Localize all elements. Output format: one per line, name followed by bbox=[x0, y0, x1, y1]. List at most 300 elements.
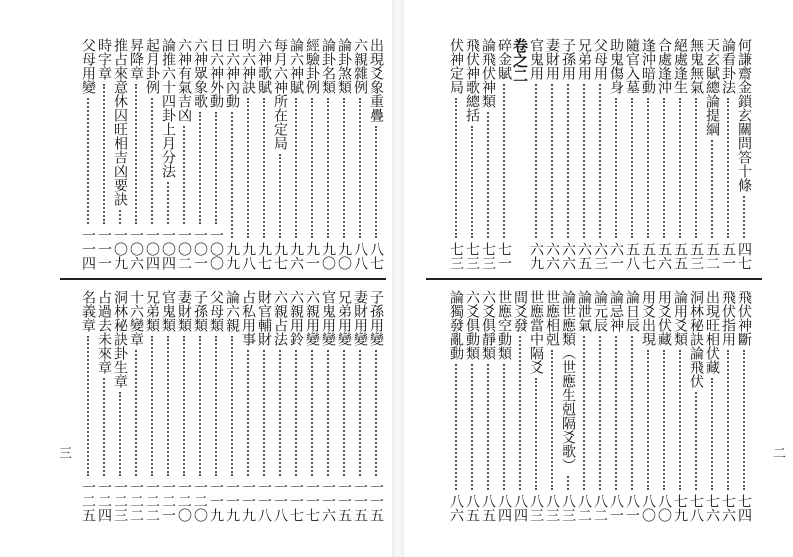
leader-dots bbox=[679, 350, 681, 490]
leader-dots bbox=[615, 336, 617, 490]
leader-dots bbox=[327, 98, 329, 238]
toc-entry-title: 占過去未來章 bbox=[96, 290, 112, 374]
toc-entry bbox=[624, 38, 640, 270]
toc-entry-title: 論推六十四卦上月分法 bbox=[160, 38, 176, 178]
toc-entry-title: 六親用變 bbox=[304, 290, 320, 346]
toc-entry-title: 六神眾象歌 bbox=[192, 38, 208, 108]
toc-entry bbox=[544, 38, 560, 270]
leader-dots bbox=[743, 350, 745, 490]
toc-entry-page: 七三 bbox=[464, 242, 480, 270]
toc-entry-page: 一二〇 bbox=[176, 480, 192, 522]
leader-dots bbox=[103, 84, 105, 224]
toc-entry-page: 六一 bbox=[608, 242, 624, 270]
toc-entry-page: 一二二 bbox=[128, 480, 144, 522]
toc-entry bbox=[208, 38, 224, 270]
toc-entry-page: 八〇 bbox=[640, 494, 656, 522]
leader-dots bbox=[743, 196, 745, 238]
toc-entry-page: 九〇 bbox=[320, 242, 336, 270]
toc-entry bbox=[576, 38, 592, 270]
toc-entry-title: 間爻發 bbox=[512, 290, 528, 332]
toc-entry-title: 六親雜例 bbox=[352, 38, 368, 94]
toc-entry bbox=[224, 290, 240, 522]
toc-entry-page: 六三 bbox=[592, 242, 608, 270]
toc-entry bbox=[544, 290, 560, 522]
left-divider bbox=[60, 278, 386, 280]
toc-entry-page: 一一九 bbox=[224, 480, 240, 522]
leader-dots bbox=[167, 336, 169, 476]
toc-entry-title: 占私用事 bbox=[240, 290, 256, 346]
toc-entry-page: 一二五 bbox=[80, 480, 96, 522]
leader-dots bbox=[535, 378, 537, 490]
leader-dots bbox=[455, 98, 457, 238]
leader-dots bbox=[119, 392, 121, 476]
toc-entry bbox=[592, 290, 608, 522]
toc-entry bbox=[144, 38, 160, 270]
toc-entry-title: 論飛伏神類 bbox=[480, 38, 496, 108]
toc-entry bbox=[368, 290, 384, 522]
leader-dots bbox=[599, 84, 601, 238]
toc-entry bbox=[304, 38, 320, 270]
toc-entry bbox=[160, 38, 176, 270]
toc-entry bbox=[688, 38, 704, 270]
toc-entry-page: 七三 bbox=[448, 242, 464, 270]
leader-dots bbox=[183, 126, 185, 224]
toc-entry-title: 財官輔財 bbox=[256, 290, 272, 346]
toc-entry-title: 用爻出現 bbox=[640, 290, 656, 346]
toc-entry bbox=[560, 290, 576, 522]
toc-entry-title: 父母類 bbox=[208, 290, 224, 332]
right-bottom-block bbox=[440, 290, 752, 522]
toc-entry bbox=[208, 290, 224, 522]
toc-entry-title: 助鬼傷身 bbox=[608, 38, 624, 94]
toc-entry-page: 一二四 bbox=[96, 480, 112, 522]
right-top-block bbox=[440, 38, 752, 270]
leader-dots bbox=[135, 84, 137, 224]
toc-entry-page: 一一八 bbox=[256, 480, 272, 522]
toc-entry-title: 論日辰 bbox=[624, 290, 640, 332]
toc-entry bbox=[496, 290, 512, 522]
toc-entry-title: 妻財類 bbox=[176, 290, 192, 332]
toc-entry-title: 六爻俱動類 bbox=[464, 290, 480, 360]
leader-dots bbox=[215, 112, 217, 224]
toc-entry-title: 世應當中隔爻 bbox=[528, 290, 544, 374]
toc-entry bbox=[352, 38, 368, 270]
toc-entry-title: 論世應類（世應生剋隔爻歌） bbox=[560, 290, 576, 472]
leader-dots bbox=[711, 378, 713, 490]
toc-entry bbox=[704, 38, 720, 270]
leader-dots bbox=[519, 336, 521, 490]
toc-entry-page: 一一五 bbox=[336, 480, 352, 522]
toc-entry bbox=[128, 290, 144, 522]
toc-entry bbox=[176, 290, 192, 522]
toc-entry bbox=[464, 290, 480, 522]
toc-entry bbox=[624, 290, 640, 522]
toc-entry-page: 八三 bbox=[560, 494, 576, 522]
toc-entry bbox=[320, 38, 336, 270]
leader-dots bbox=[247, 350, 249, 476]
leader-dots bbox=[631, 336, 633, 490]
toc-entry-page: 一二〇 bbox=[192, 480, 208, 522]
toc-entry-page: 一二三 bbox=[112, 480, 128, 522]
leader-dots bbox=[727, 98, 729, 238]
toc-entry bbox=[176, 38, 192, 270]
toc-entry-title: 子孫用 bbox=[560, 38, 576, 80]
toc-entry bbox=[368, 38, 384, 270]
left-bottom-block bbox=[72, 290, 384, 522]
toc-entry-title: 父母用 bbox=[592, 38, 608, 80]
toc-entry-title: 論看卦法 bbox=[720, 38, 736, 94]
toc-entry-page: 一一九 bbox=[208, 480, 224, 522]
toc-entry bbox=[192, 290, 208, 522]
leader-dots bbox=[231, 112, 233, 238]
toc-entry-title: 出現旺相伏藏 bbox=[704, 290, 720, 374]
toc-entry-title: 昇降章 bbox=[128, 38, 144, 80]
leader-dots bbox=[87, 98, 89, 224]
leader-dots bbox=[311, 350, 313, 476]
leader-dots bbox=[199, 336, 201, 476]
toc-entry-title: 經驗卦例 bbox=[304, 38, 320, 94]
toc-entry-page: 八三 bbox=[544, 494, 560, 522]
leader-dots bbox=[295, 350, 297, 476]
leader-dots bbox=[503, 364, 505, 490]
toc-entry-page: 八五 bbox=[464, 494, 480, 522]
leader-dots bbox=[103, 378, 105, 476]
toc-entry-page: 六九 bbox=[528, 242, 544, 270]
leader-dots bbox=[551, 350, 553, 490]
toc-entry-title: 日六神外動 bbox=[208, 38, 224, 108]
toc-entry-title: 明六神訣 bbox=[240, 38, 256, 94]
toc-entry-page: 一一六 bbox=[320, 480, 336, 522]
toc-entry-title: 世應相剋 bbox=[544, 290, 560, 346]
toc-entry-title: 論忌神 bbox=[608, 290, 624, 332]
leader-dots bbox=[567, 476, 569, 490]
toc-entry bbox=[240, 38, 256, 270]
leader-dots bbox=[231, 336, 233, 476]
toc-entry-page: 五六 bbox=[656, 242, 672, 270]
toc-entry-page: 一〇一 bbox=[192, 228, 208, 270]
toc-entry-page: 八二 bbox=[592, 494, 608, 522]
leader-dots bbox=[199, 112, 201, 224]
toc-entry-title: 論用爻類 bbox=[672, 290, 688, 346]
leader-dots bbox=[311, 98, 313, 238]
toc-entry-page: 九七 bbox=[256, 242, 272, 270]
toc-entry bbox=[336, 38, 352, 270]
leader-dots bbox=[487, 364, 489, 490]
toc-entry-title: 六神有氣吉凶 bbox=[176, 38, 192, 122]
toc-entry bbox=[736, 290, 752, 522]
toc-entry-page: 五二 bbox=[704, 242, 720, 270]
toc-entry-title: 論泄氣 bbox=[576, 290, 592, 332]
toc-entry-page: 一二二 bbox=[144, 480, 160, 522]
toc-entry-page: 一一四 bbox=[80, 228, 96, 270]
chapter-heading: 卷之二 bbox=[511, 38, 529, 83]
toc-entry bbox=[128, 38, 144, 270]
toc-entry-page: 一〇四 bbox=[160, 228, 176, 270]
toc-entry-page: 六六 bbox=[560, 242, 576, 270]
toc-entry bbox=[720, 290, 736, 522]
toc-entry bbox=[448, 290, 464, 522]
leader-dots bbox=[567, 84, 569, 238]
leader-dots bbox=[647, 98, 649, 238]
toc-entry-title: 起月卦例 bbox=[144, 38, 160, 94]
toc-entry-title: 兄弟類 bbox=[144, 290, 160, 332]
toc-entry bbox=[256, 290, 272, 522]
toc-entry-title: 論獨發亂動 bbox=[448, 290, 464, 360]
toc-entry-page: 八五 bbox=[480, 494, 496, 522]
toc-entry bbox=[720, 38, 736, 270]
toc-entry-page: 七九 bbox=[672, 494, 688, 522]
toc-entry bbox=[656, 38, 672, 270]
leader-dots bbox=[663, 350, 665, 490]
toc-entry-title: 洞林秘訣卦生章 bbox=[112, 290, 128, 388]
toc-entry bbox=[144, 290, 160, 522]
right-divider bbox=[426, 278, 762, 280]
toc-entry-title: 無鬼無氣 bbox=[688, 38, 704, 94]
toc-entry-page: 八六 bbox=[448, 494, 464, 522]
toc-entry bbox=[96, 290, 112, 522]
toc-entry-title: 官鬼用 bbox=[528, 38, 544, 80]
toc-entry-title: 官鬼類 bbox=[160, 290, 176, 332]
toc-entry-title: 用爻伏藏 bbox=[656, 290, 672, 346]
leader-dots bbox=[343, 350, 345, 476]
toc-entry-title: 六神歌賦 bbox=[256, 38, 272, 94]
toc-entry bbox=[80, 38, 96, 270]
toc-entry bbox=[352, 290, 368, 522]
toc-entry-title: 何謙齋金鎖玄關問答十條 bbox=[736, 38, 752, 192]
leader-dots bbox=[711, 140, 713, 238]
toc-entry-title: 妻財用 bbox=[544, 38, 560, 80]
leader-dots bbox=[263, 98, 265, 238]
toc-entry-title: 絕處逢生 bbox=[672, 38, 688, 94]
toc-entry-title: 飛伏指用 bbox=[720, 290, 736, 346]
leader-dots bbox=[167, 182, 169, 224]
toc-entry-title: 時字章 bbox=[96, 38, 112, 80]
toc-entry bbox=[256, 38, 272, 270]
leader-dots bbox=[615, 98, 617, 238]
leader-dots bbox=[631, 98, 633, 238]
toc-entry bbox=[96, 38, 112, 270]
toc-entry-title: 論卦煞類 bbox=[336, 38, 352, 94]
toc-entry-title: 名義章 bbox=[80, 290, 96, 332]
toc-entry-title: 兄弟用 bbox=[576, 38, 592, 80]
toc-entry-page: 八四 bbox=[496, 494, 512, 522]
toc-entry-page: 七六 bbox=[704, 494, 720, 522]
toc-entry bbox=[672, 290, 688, 522]
toc-entry-title: 子孫用變 bbox=[368, 290, 384, 346]
toc-entry-title: 妻財用變 bbox=[352, 290, 368, 346]
toc-entry-title: 逢沖暗動 bbox=[640, 38, 656, 94]
leader-dots bbox=[535, 84, 537, 238]
toc-entry bbox=[592, 38, 608, 270]
leader-dots bbox=[583, 336, 585, 490]
toc-entry-page: 八七 bbox=[368, 242, 384, 270]
toc-entry bbox=[528, 290, 544, 522]
leader-dots bbox=[727, 350, 729, 490]
leader-dots bbox=[119, 210, 121, 224]
toc-entry bbox=[480, 38, 496, 270]
toc-entry bbox=[576, 290, 592, 522]
toc-entry-page: 九七 bbox=[272, 242, 288, 270]
toc-entry-title: 天玄賦總論提綱 bbox=[704, 38, 720, 136]
leader-dots bbox=[263, 350, 265, 476]
toc-entry-title: 官鬼用變 bbox=[320, 290, 336, 346]
toc-entry bbox=[704, 290, 720, 522]
toc-entry-title: 子孫類 bbox=[192, 290, 208, 332]
page-number-right: 二 bbox=[770, 446, 785, 459]
toc-entry-page: 一二一 bbox=[160, 480, 176, 522]
leader-dots bbox=[135, 350, 137, 476]
toc-entry bbox=[640, 38, 656, 270]
toc-entry-page: 七六 bbox=[720, 494, 736, 522]
toc-entry bbox=[304, 290, 320, 522]
toc-entry-page: 一〇六 bbox=[128, 228, 144, 270]
leader-dots bbox=[503, 84, 505, 238]
toc-entry bbox=[224, 38, 240, 270]
toc-entry-page: 五七 bbox=[640, 242, 656, 270]
leader-dots bbox=[647, 350, 649, 490]
toc-entry-page: 九一 bbox=[304, 242, 320, 270]
leader-dots bbox=[151, 336, 153, 476]
toc-entry bbox=[288, 38, 304, 270]
toc-entry-title: 六親占法 bbox=[272, 290, 288, 346]
leader-dots bbox=[679, 98, 681, 238]
leader-dots bbox=[471, 364, 473, 490]
toc-entry-title: 六親用鈴 bbox=[288, 290, 304, 346]
leader-dots bbox=[695, 98, 697, 238]
leader-dots bbox=[375, 350, 377, 476]
page-number-left: 三 bbox=[56, 446, 71, 459]
toc-entry-page: 七一 bbox=[496, 242, 512, 270]
toc-entry-title: 碎金賦 bbox=[496, 38, 512, 80]
leader-dots bbox=[279, 154, 281, 238]
leader-dots bbox=[359, 350, 361, 476]
toc-entry-page: 七四 bbox=[736, 494, 752, 522]
book-gutter bbox=[392, 0, 404, 557]
leader-dots bbox=[87, 336, 89, 476]
toc-entry bbox=[688, 290, 704, 522]
toc-entry bbox=[672, 38, 688, 270]
toc-entry-page: 八三 bbox=[528, 494, 544, 522]
right-page bbox=[404, 0, 793, 557]
toc-entry-page: 一一一 bbox=[96, 228, 112, 270]
toc-entry-page: 九九 bbox=[224, 242, 240, 270]
toc-entry-title: 世應空動類 bbox=[496, 290, 512, 360]
toc-entry-page: 七八 bbox=[688, 494, 704, 522]
toc-entry-page: 八二 bbox=[576, 494, 592, 522]
toc-entry-title: 論六親 bbox=[224, 290, 240, 332]
toc-entry bbox=[496, 38, 512, 270]
toc-entry bbox=[240, 290, 256, 522]
leader-dots bbox=[343, 98, 345, 238]
toc-entry-page: 一一七 bbox=[304, 480, 320, 522]
toc-entry bbox=[192, 38, 208, 270]
left-top-block bbox=[72, 38, 384, 270]
toc-entry-page: 一一五 bbox=[368, 480, 384, 522]
leader-dots bbox=[471, 126, 473, 238]
toc-entry-page: 四七 bbox=[736, 242, 752, 270]
toc-entry-title: 父母用變 bbox=[80, 38, 96, 94]
toc-entry-page: 八〇 bbox=[656, 494, 672, 522]
toc-entry bbox=[512, 38, 528, 270]
toc-entry-page: 一一七 bbox=[288, 480, 304, 522]
toc-entry bbox=[464, 38, 480, 270]
toc-entry-title: 論卦名類 bbox=[320, 38, 336, 94]
leader-dots bbox=[279, 350, 281, 476]
leader-dots bbox=[663, 98, 665, 238]
toc-entry-page: 八一 bbox=[624, 494, 640, 522]
toc-entry-title: 出現爻象重疊 bbox=[368, 38, 384, 122]
toc-entry-page: 九八 bbox=[240, 242, 256, 270]
toc-entry-title: 論六神賦 bbox=[288, 38, 304, 94]
toc-entry-title: 兄弟用變 bbox=[336, 290, 352, 346]
toc-entry-page: 一〇〇 bbox=[208, 228, 224, 270]
toc-entry-title: 論元辰 bbox=[592, 290, 608, 332]
toc-entry bbox=[320, 290, 336, 522]
toc-entry-page: 五八 bbox=[624, 242, 640, 270]
leader-dots bbox=[487, 112, 489, 238]
toc-entry bbox=[336, 290, 352, 522]
toc-entry-title: 洞林秘訣論飛伏 bbox=[688, 290, 704, 388]
toc-entry-title: 六爻俱靜類 bbox=[480, 290, 496, 360]
leader-dots bbox=[247, 98, 249, 238]
toc-entry-page: 七三 bbox=[480, 242, 496, 270]
toc-entry-page: 五五 bbox=[672, 242, 688, 270]
toc-entry bbox=[608, 290, 624, 522]
toc-entry bbox=[448, 38, 464, 270]
toc-entry-title: 每月六神所在定局 bbox=[272, 38, 288, 150]
leader-dots bbox=[359, 98, 361, 238]
toc-entry-title: 飛伏神斷 bbox=[736, 290, 752, 346]
toc-entry bbox=[640, 290, 656, 522]
toc-entry-title: 合處逢沖 bbox=[656, 38, 672, 94]
leader-dots bbox=[551, 84, 553, 238]
toc-entry bbox=[112, 290, 128, 522]
toc-entry-title: 推占來意休囚旺相吉凶要訣 bbox=[112, 38, 128, 206]
toc-entry-page: 一一八 bbox=[272, 480, 288, 522]
toc-entry bbox=[480, 290, 496, 522]
leader-dots bbox=[375, 126, 377, 238]
toc-entry-page: 五一 bbox=[720, 242, 736, 270]
toc-entry bbox=[272, 290, 288, 522]
leader-dots bbox=[215, 336, 217, 476]
toc-entry-title: 伏神定局 bbox=[448, 38, 464, 94]
toc-entry-page: 五三 bbox=[688, 242, 704, 270]
toc-entry bbox=[272, 38, 288, 270]
toc-entry-page: 九〇 bbox=[336, 242, 352, 270]
toc-entry bbox=[736, 38, 752, 270]
toc-entry-page: 一一九 bbox=[240, 480, 256, 522]
toc-entry bbox=[560, 38, 576, 270]
toc-entry bbox=[112, 38, 128, 270]
toc-entry-title: 十六變章 bbox=[128, 290, 144, 346]
leader-dots bbox=[455, 364, 457, 490]
toc-entry bbox=[656, 290, 672, 522]
toc-entry bbox=[160, 290, 176, 522]
toc-entry-page: 一〇九 bbox=[112, 228, 128, 270]
toc-entry bbox=[80, 290, 96, 522]
leader-dots bbox=[695, 392, 697, 490]
toc-entry-title: 隨官入墓 bbox=[624, 38, 640, 94]
toc-entry bbox=[512, 290, 528, 522]
toc-entry-page: 一〇四 bbox=[144, 228, 160, 270]
toc-entry-title: 日六神內動 bbox=[224, 38, 240, 108]
leader-dots bbox=[327, 350, 329, 476]
leader-dots bbox=[183, 336, 185, 476]
toc-entry-page: 六六 bbox=[544, 242, 560, 270]
toc-entry-page: 八四 bbox=[512, 494, 528, 522]
leader-dots bbox=[151, 98, 153, 224]
toc-entry bbox=[288, 290, 304, 522]
